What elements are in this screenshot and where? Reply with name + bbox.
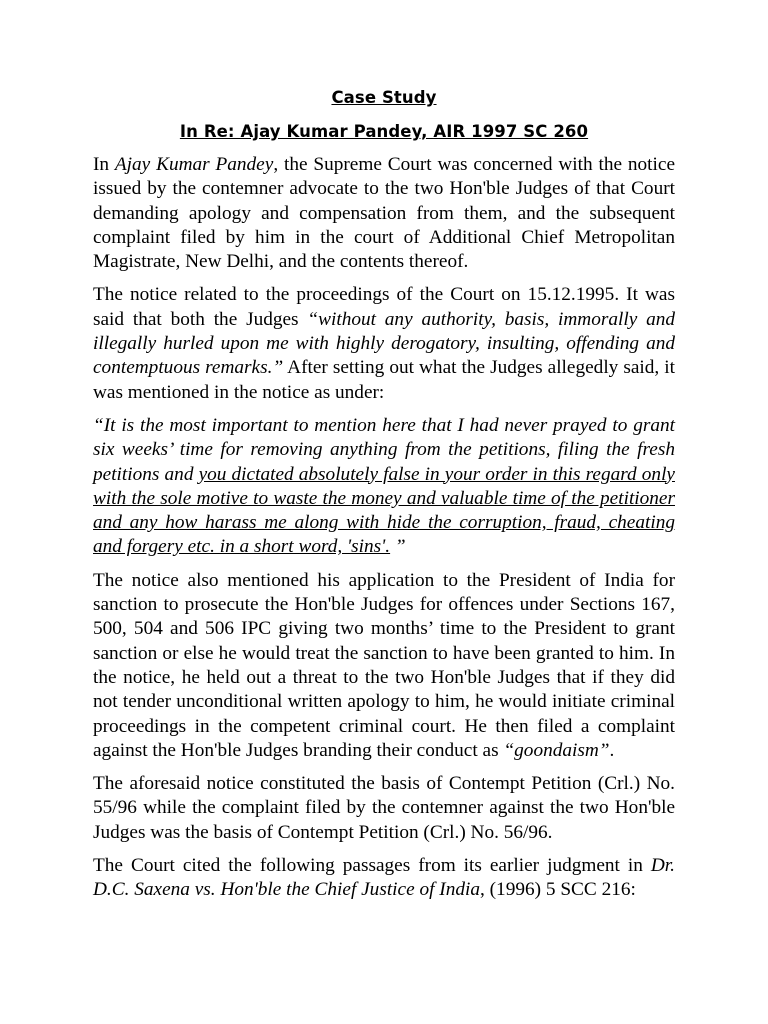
text: After setting out what the Judges allegedly said, it was mentioned in the notice as under: [93,357,675,403]
quotation-underlined: you dictated absolutely false in your order in this regard only with the sole motive to waste the money and valuable time of the petitioner and any how harass me along with hide the corruption, fraud, cheating and forgery etc. in a short word, 'sins'. [93,463,675,558]
case-citation-heading: In Re: Ajay Kumar Pandey, AIR 1997 SC 260 [179,122,589,141]
document-body [93,153,675,912]
text: The notice related to the proceedings of the Court on 15.12.1995. It was said that both the Judges [93,284,675,330]
paragraph-contempt-petitions [93,772,675,845]
quotation-text: “It is the most important to mention here that I had never prayed to grant six weeks’ time for removing anything from the petitions, filing the fresh petitions and [93,414,675,485]
paragraph-citation [93,854,675,903]
cited-case-name: Dr. D.C. Saxena vs. Hon'ble the Chief Justice of India [93,855,675,901]
text: The Court cited the following passages from its earlier judgment in [93,855,651,877]
case-name: Ajay Kumar Pandey [114,154,274,175]
text: , (1996) 5 SCC 216: [480,879,636,901]
document-title: Case Study [331,88,437,107]
paragraph-quotation [93,414,675,560]
paragraph-application [93,569,675,763]
text: In [93,154,115,175]
quoted-remarks: “without any authority, basis, immorally and illegally hurled upon me with highly derogatory, insulting, offending and contemptuous remarks.” [93,308,675,379]
paragraph-notice [93,283,675,404]
quoted-term: “goondaism” [503,739,610,761]
text: The notice also mentioned his application to the President of India for sanction to prosecute the Hon'ble Judges for offences under Sections 167, 500, 504 and 506 IPC giving two months’ time to the President to grant sanction or else he would treat the sanction to have been granted to him. In the notice, he held out a threat to the two Hon'ble Judges that if they did not tender unconditional written apology to him, he would initiate criminal proceedings in the competent criminal court. He then filed a complaint against the Hon'ble Judges branding their conduct as [93,569,675,761]
paragraph-intro [93,153,675,274]
quotation-close: ” [390,536,406,558]
text: , the Supreme Court was concerned with the notice issued by the contemner advocate to the two Hon'ble Judges of that Court demanding apology and compensation from them, and the subsequent complaint filed by him in the court of Additional Chief Metropolitan Magistrate, New Delhi, and the contents thereof. [93,154,676,273]
text: . [609,739,615,761]
text: The aforesaid notice constituted the basis of Contempt Petition (Crl.) No. 55/96 while the complaint filed by the contemner against the two Hon'ble Judges was the basis of Contempt Petition (Crl.) No. 56/96. [93,773,675,843]
